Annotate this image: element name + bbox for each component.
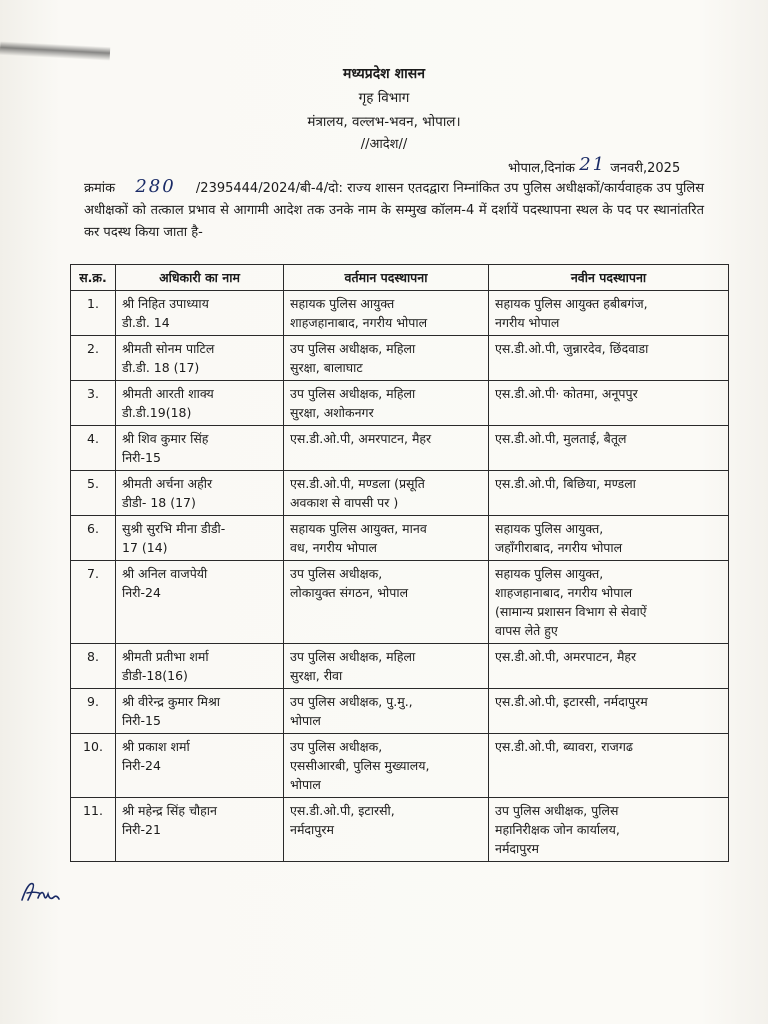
officer-name-cell <box>116 291 284 336</box>
current-posting-line: एस.डी.ओ.पी, इटारसी, <box>290 803 395 818</box>
current-posting-line: एस.डी.ओ.पी, अमरपाटन, मैहर <box>290 431 432 446</box>
new-posting-line: महानिरीक्षक जोन कार्यालय, <box>495 822 620 837</box>
officer-name-line: श्री अनिल वाजपेयी <box>122 566 208 581</box>
officer-name-line: श्रीमती अर्चना अहीर <box>122 476 213 491</box>
table-row <box>71 734 729 798</box>
serial-cell: 2. <box>71 336 116 381</box>
table-row <box>71 381 729 426</box>
officer-name-line: 17 (14) <box>122 540 168 555</box>
current-posting-cell <box>284 689 489 734</box>
officer-name-line: श्री शिव कुमार सिंह <box>122 431 209 446</box>
department-title: गृह विभाग <box>358 90 410 106</box>
officer-name-cell <box>116 381 284 426</box>
officer-name-line: निरी-15 <box>122 713 161 728</box>
officer-name-line: निरी-24 <box>122 758 161 773</box>
officer-name-cell <box>116 689 284 734</box>
order-text: /2395444/2024/बी-4/दो: राज्य शासन एतदद्वारा निम्नांकित उप पुलिस अधीक्षकों/कार्यवाहक उप पुलिस अधीक्षकों को तत्काल प्रभाव से आगामी आदेश तक उनके नाम के सम्मुख कॉलम-4 में दर्शायें पदस्थापना स्थल के पद पर स्थानांतरित कर पदस्थ किया जाता है- <box>84 181 704 240</box>
order-paragraph <box>84 176 704 244</box>
new-posting-cell <box>489 381 729 426</box>
new-posting-line: एस.डी.ओ.पी, ब्यावरा, राजगढ <box>495 739 633 754</box>
current-posting-line: उप पुलिस अधीक्षक, <box>290 739 383 754</box>
current-posting-cell <box>284 381 489 426</box>
officer-name-line: डीडी-18(16) <box>122 668 188 683</box>
transfer-table <box>70 264 729 862</box>
order-number-prefix: क्रमांक <box>84 181 116 196</box>
table-row <box>71 644 729 689</box>
current-posting-line: उप पुलिस अधीक्षक, महिला <box>290 649 416 664</box>
officer-name-line: डीडी- 18 (17) <box>122 495 196 510</box>
new-posting-line: एस.डी.ओ.पी, मुलताई, बैतूल <box>495 431 627 446</box>
new-posting-cell <box>489 471 729 516</box>
current-posting-cell <box>284 471 489 516</box>
new-posting-cell <box>489 426 729 471</box>
current-posting-line: उप पुलिस अधीक्षक, पु.मु., <box>290 694 413 709</box>
serial-cell: 11. <box>71 798 116 862</box>
new-posting-line: एस.डी.ओ.पी, अमरपाटन, मैहर <box>495 649 637 664</box>
officer-name-line: डी.डी.19(18) <box>122 405 192 420</box>
order-date <box>508 156 680 177</box>
serial-cell: 9. <box>71 689 116 734</box>
table-row <box>71 336 729 381</box>
new-posting-line: नर्मदापुरम <box>495 841 539 856</box>
new-posting-cell <box>489 561 729 644</box>
table-row <box>71 689 729 734</box>
new-posting-cell <box>489 734 729 798</box>
table-row <box>71 426 729 471</box>
serial-cell: 10. <box>71 734 116 798</box>
table-row <box>71 516 729 561</box>
new-posting-cell <box>489 291 729 336</box>
table-row <box>71 471 729 516</box>
officer-name-line: डी.डी. 18 (17) <box>122 360 200 375</box>
current-posting-line: लोकायुक्त संगठन, भोपाल <box>290 585 409 600</box>
officer-name-cell <box>116 471 284 516</box>
current-posting-line: नर्मदापुरम <box>290 822 334 837</box>
new-posting-cell <box>489 798 729 862</box>
serial-cell: 7. <box>71 561 116 644</box>
current-posting-line: एससीआरबी, पुलिस मुख्यालय, <box>290 758 430 773</box>
officer-name-cell <box>116 336 284 381</box>
government-title: मध्यप्रदेश शासन <box>343 66 425 82</box>
new-posting-cell <box>489 689 729 734</box>
current-posting-line: शाहजहानाबाद, नगरीय भोपाल <box>290 315 428 330</box>
current-posting-line: भोपाल <box>290 713 321 728</box>
current-posting-line: सुरक्षा, बालाघाट <box>290 360 363 375</box>
current-posting-line: उप पुलिस अधीक्षक, <box>290 566 383 581</box>
officer-name-line: श्री निहित उपाध्याय <box>122 296 209 311</box>
new-posting-line: सहायक पुलिस आयुक्त, <box>495 521 604 536</box>
order-heading: //आदेश// <box>360 137 408 152</box>
current-posting-cell <box>284 516 489 561</box>
officer-name-line: निरी-21 <box>122 822 161 837</box>
officer-name-line: श्रीमती सोनम पाटिल <box>122 341 215 356</box>
officer-name-line: श्रीमती प्रतीभा शर्मा <box>122 649 209 664</box>
new-posting-line: एस.डी.ओ.पी, इटारसी, नर्मदापुरम <box>495 694 648 709</box>
current-posting-line: एस.डी.ओ.पी, मण्डला (प्रसूति <box>290 476 425 491</box>
header-officer-name: अधिकारी का नाम <box>116 265 284 291</box>
new-posting-cell <box>489 516 729 561</box>
officer-name-line: डी.डी. 14 <box>122 315 170 330</box>
current-posting-cell <box>284 336 489 381</box>
serial-cell: 4. <box>71 426 116 471</box>
current-posting-cell <box>284 734 489 798</box>
officer-name-line: सुश्री सुरभि मीना डीडी- <box>122 521 226 536</box>
officer-name-line: श्री प्रकाश शर्मा <box>122 739 190 754</box>
new-posting-line: उप पुलिस अधीक्षक, पुलिस <box>495 803 619 818</box>
current-posting-line: उप पुलिस अधीक्षक, महिला <box>290 386 416 401</box>
new-posting-cell <box>489 644 729 689</box>
header-new-posting: नवीन पदस्थापना <box>489 265 729 291</box>
table-row <box>71 561 729 644</box>
new-posting-line: एस.डी.ओ.पी, जुन्नारदेव, छिंदवाडा <box>495 341 649 356</box>
current-posting-line: सहायक पुलिस आयुक्त <box>290 296 395 311</box>
officer-name-cell <box>116 644 284 689</box>
date-prefix: भोपाल,दिनांक <box>508 161 576 176</box>
handwritten-day: 21 <box>579 154 607 175</box>
current-posting-line: सुरक्षा, अशोकनगर <box>290 405 374 420</box>
officer-name-line: निरी-15 <box>122 450 161 465</box>
serial-cell: 5. <box>71 471 116 516</box>
new-posting-cell <box>489 336 729 381</box>
table-body <box>71 291 729 862</box>
new-posting-line: शाहजहानाबाद, नगरीय भोपाल <box>495 585 633 600</box>
current-posting-cell <box>284 426 489 471</box>
current-posting-cell <box>284 561 489 644</box>
current-posting-cell <box>284 798 489 862</box>
current-posting-line: अवकाश से वापसी पर ) <box>290 495 399 510</box>
serial-cell: 1. <box>71 291 116 336</box>
current-posting-line: सुरक्षा, रीवा <box>290 668 343 683</box>
officer-name-cell <box>116 561 284 644</box>
new-posting-line: वापस लेते हुए <box>495 623 558 638</box>
table-header-row <box>71 265 729 291</box>
current-posting-line: वध, नगरीय भोपाल <box>290 540 377 555</box>
current-posting-cell <box>284 291 489 336</box>
serial-cell: 6. <box>71 516 116 561</box>
current-posting-cell <box>284 644 489 689</box>
new-posting-line: जहाँगीराबाद, नगरीय भोपाल <box>495 540 623 555</box>
serial-cell: 8. <box>71 644 116 689</box>
officer-name-cell <box>116 734 284 798</box>
officer-name-line: निरी-24 <box>122 585 161 600</box>
new-posting-line: (सामान्य प्रशासन विभाग से सेवाऐं <box>495 604 647 619</box>
officer-name-cell <box>116 798 284 862</box>
new-posting-line: सहायक पुलिस आयुक्त हबीबगंज, <box>495 296 648 311</box>
officer-name-cell <box>116 426 284 471</box>
officer-name-line: श्री महेन्द्र सिंह चौहान <box>122 803 217 818</box>
table-row <box>71 798 729 862</box>
date-suffix: जनवरी,2025 <box>610 161 681 176</box>
new-posting-line: एस.डी.ओ.पी, बिछिया, मण्डला <box>495 476 636 491</box>
scan-fold-shadow <box>0 41 110 61</box>
officer-name-line: श्रीमती आरती शाक्य <box>122 386 214 401</box>
header-current-posting: वर्तमान पदस्थापना <box>284 265 489 291</box>
current-posting-line: उप पुलिस अधीक्षक, महिला <box>290 341 416 356</box>
ministry-address: मंत्रालय, वल्लभ-भवन, भोपाल। <box>307 114 461 130</box>
table-row <box>71 291 729 336</box>
new-posting-line: सहायक पुलिस आयुक्त, <box>495 566 604 581</box>
new-posting-line: नगरीय भोपाल <box>495 315 560 330</box>
officer-name-line: श्री वीरेन्द्र कुमार मिश्रा <box>122 694 221 709</box>
serial-cell: 3. <box>71 381 116 426</box>
current-posting-line: भोपाल <box>290 777 321 792</box>
handwritten-order-number: 280 <box>135 176 176 197</box>
current-posting-line: सहायक पुलिस आयुक्त, मानव <box>290 521 427 536</box>
officer-name-cell <box>116 516 284 561</box>
signature-initials <box>18 878 62 906</box>
new-posting-line: एस.डी.ओ.पी· कोतमा, अनूपपुर <box>495 386 638 401</box>
header-serial: स.क्र. <box>71 265 116 291</box>
